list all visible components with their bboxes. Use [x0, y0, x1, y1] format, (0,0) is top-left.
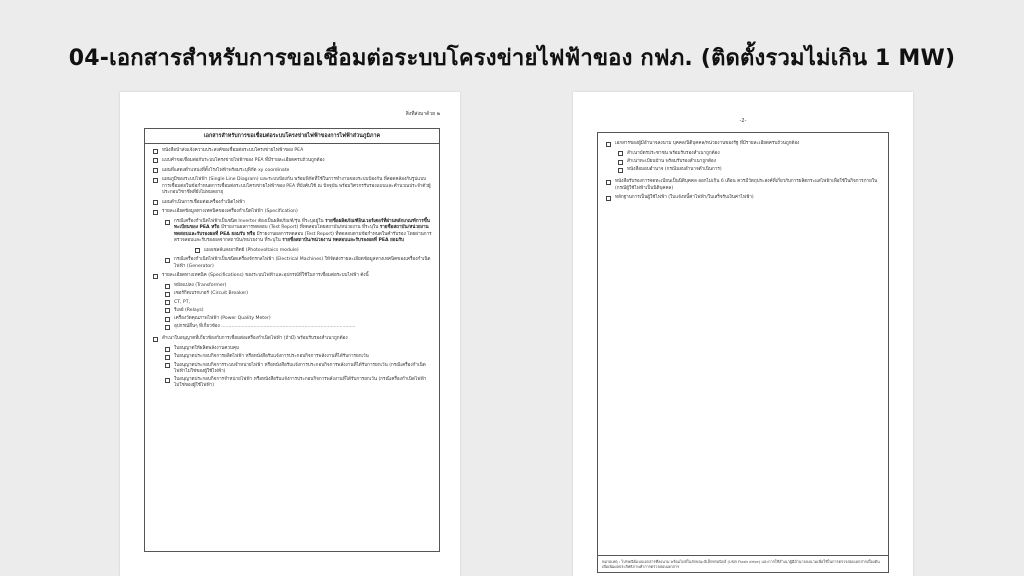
- list-item: สำเนาบัตรประชาชน พร้อมรับรองสำเนาถูกต้อง: [606, 151, 882, 157]
- inverter-link-text-3: รายชื่อสถาบัน/หน่วยงาน ทดสอบและรับรองผลที่ PEA ยอมรับ: [282, 237, 404, 243]
- list-item-equipment: รายละเอียดทางเทคนิค (Specifications) ของระบบไฟฟ้าและอุปกรณ์ที่ใช้ในการเชื่อมต่อระบบไฟฟ้า ดังนี้: [153, 273, 433, 279]
- list-item: รายละเอียดข้อมูลทางเทคนิคของเครื่องกำเนิดไฟฟ้า (Specification): [153, 209, 433, 215]
- checkbox[interactable]: [165, 292, 170, 297]
- checkbox[interactable]: [153, 168, 158, 173]
- checkbox[interactable]: [165, 347, 170, 352]
- list-item: CT, PT,: [153, 300, 433, 306]
- inverter-text: กรณีเครื่องกำเนิดไฟฟ้าเป็นชนิด Inverter ต้องเป็นผลิตภัณฑ์/รุ่น ที่ระบุอยู่ใน: [174, 219, 324, 225]
- list-item: รีเลย์ (Relays): [153, 308, 433, 314]
- list-item: แผนดำเนินการเชื่อมต่อเครื่องกำเนิดไฟฟ้า: [153, 200, 433, 206]
- checkbox[interactable]: [618, 151, 623, 156]
- checklist: [145, 144, 439, 389]
- list-item: แบบคำขอเชื่อมต่อกับระบบโครงข่ายไฟฟ้าของ PEA ที่มีรายละเอียดครบถ้วนถูกต้อง: [153, 158, 433, 164]
- list-item-pv-module: แผงเซลล์แสงอาทิตย์ (Photovoltaics module): [153, 248, 433, 254]
- checklist-frame: [144, 128, 440, 552]
- list-item: ใบอนุญาตให้ผลิตพลังงานควบคุม: [153, 346, 433, 352]
- checkbox[interactable]: [153, 337, 158, 342]
- checkbox[interactable]: [165, 258, 170, 263]
- checkbox[interactable]: [606, 196, 611, 201]
- checkbox[interactable]: [165, 363, 170, 368]
- document-page-1: [120, 92, 460, 576]
- list-item: ใบอนุญาตประกอบกิจการระบบจำหน่ายไฟฟ้า หรือหนังสือรับแจ้งการประกอบกิจการพลังงานที่ได้รับการยกเว้น (กรณีเครื่องกำเนิดไฟฟ้าไม่ใช่ของผู้ใช้ไฟฟ้า): [153, 363, 433, 375]
- checkbox[interactable]: [606, 142, 611, 147]
- list-item-electric-bill: หลักฐานการเป็นผู้ใช้ไฟฟ้า (ใบแจ้งหนี้ค่าไฟฟ้า/ใบเสร็จรับเงินค่าไฟฟ้า): [606, 195, 882, 201]
- checkbox[interactable]: [153, 178, 158, 183]
- checkbox[interactable]: [165, 325, 170, 330]
- list-item: หนังสือนำส่งแจ้งความประสงค์ขอเชื่อมต่อระบบโครงข่ายไฟฟ้าของ PEA: [153, 148, 433, 154]
- checkbox[interactable]: [165, 220, 170, 225]
- checkbox[interactable]: [606, 180, 611, 185]
- list-item-inverter: [153, 219, 433, 244]
- inverter-link-text: รายชื่อผลิตภัณฑ์อินเวอร์เตอร์ที่ผ่านหลักเกณฑ์การขึ้นทะเบียนของ PEA หรือ: [174, 219, 430, 231]
- checklist: [598, 133, 888, 202]
- annex-label: สิ่งที่ส่งมาด้วย ๒: [405, 111, 440, 117]
- list-item: สำเนาทะเบียนบ้าน พร้อมรับรองสำเนาถูกต้อง: [606, 159, 882, 165]
- checkbox[interactable]: [165, 317, 170, 322]
- checkbox[interactable]: [165, 308, 170, 313]
- checklist-heading: เอกสารสำหรับการขอเชื่อมต่อระบบโครงข่ายไฟฟ้าของการไฟฟ้าส่วนภูมิภาค: [145, 129, 439, 144]
- slide-title: 04-เอกสารสำหรับการขอเชื่อมต่อระบบโครงข่ายไฟฟ้าของ กฟภ. (ติดตั้งรวมไม่เกิน 1 MW): [68, 46, 956, 71]
- list-item: แผนที่แสดงตำแหน่งที่ตั้งโรงไฟฟ้าพร้อมระบุพิกัด xy coordinate: [153, 168, 433, 174]
- checkbox[interactable]: [153, 158, 158, 163]
- footnote: หมายเหตุ : ไปรษณีย์แบบเอกสารที่ลงนาม พร้อมไฟล์ในลักษณะอิเล็กทรอนิกส์ (USB Flash drive) และการใช้สำเนาผู้มีอำนาจลงนามเพื่อใช้ในการตรวจสอบเอกสารเบื้องต้น เพื่อเพิ่มผลประสิทธิภาพทำการตรวจสอบเอกสาร: [597, 556, 889, 573]
- checkbox[interactable]: [165, 355, 170, 360]
- list-item-machine: กรณีเครื่องกำเนิดไฟฟ้าเป็นชนิดเครื่องจักรกลไฟฟ้า (Electrical Machines) ให้จัดส่งรายละเอียดข้อมูลทางเทคนิคของเครื่องกำเนิดไฟฟ้า (Generator): [153, 257, 433, 269]
- checkbox[interactable]: [195, 248, 200, 253]
- checkbox[interactable]: [618, 168, 623, 173]
- checkbox[interactable]: [153, 149, 158, 154]
- checkbox[interactable]: [153, 274, 158, 279]
- list-item-licenses: สำเนาใบอนุญาตที่เกี่ยวข้องกับการเชื่อมต่อเครื่องกำเนิดไฟฟ้า (ถ้ามี) พร้อมรับรองสำเนาถูกต้อง: [153, 336, 433, 342]
- list-item-signatory: เอกสารของผู้มีอำนาจลงนาม บุคคล/นิติบุคคล/หน่วยงานของรัฐ ที่มีรายละเอียดครบถ้วนถูกต้อง: [606, 141, 882, 147]
- list-item: ใบอนุญาตประกอบกิจการจำหน่ายไฟฟ้า หรือหนังสือรับแจ้งการประกอบกิจการพลังงานที่ได้รับการยกเว้น (กรณีเครื่องกำเนิดไฟฟ้าไม่ใช่ของผู้ใช้ไฟฟ้า): [153, 377, 433, 389]
- list-item: แผนภูมิของระบบไฟฟ้า (Single Line Diagram) และระบบป้องกัน พร้อมพิกัดที่ใช้ในการทำงานของระบบป้องกัน ที่สอดคล้องกับรูปแบบการเชื่อมต่อในข้อกำหนดการเชื่อมต่อระบบโครงข่ายไฟฟ้าของ PEA ที่บังคับใช้ ณ ปัจจุบัน พร้อมวิศวกรรับรองแบบและคำนวณประจำตัวผู้ประกอบวิชาชีพที่ยังไม่หมดอายุ: [153, 177, 433, 196]
- list-item: เครื่องวัดคุณภาพไฟฟ้า (Power Quality Meter): [153, 316, 433, 322]
- list-item-company-cert: หนังสือรับรองการจดทะเบียนเป็นนิติบุคคล ออกไม่เกิน 6 เดือน ควรมีวัตถุประสงค์ที่เกี่ยวกับการผลิตกระแสไฟฟ้าเพื่อใช้ในกิจการภายใน (กรณีผู้ใช้ไฟฟ้าเป็นนิติบุคคล): [606, 179, 882, 191]
- inverter-link-text-2: รายชื่อสถาบัน/หน่วยงาน ทดสอบและรับรองผลที่ PEA ยอมรับ หรือ: [174, 225, 429, 237]
- checkbox[interactable]: [165, 378, 170, 383]
- page-number: -2-: [739, 118, 747, 124]
- checkbox[interactable]: [165, 300, 170, 305]
- checkbox[interactable]: [165, 284, 170, 289]
- list-item: ใบอนุญาตประกอบกิจการผลิตไฟฟ้า หรือหนังสือรับแจ้งการประกอบกิจการพลังงานที่ได้รับการยกเว้น: [153, 354, 433, 360]
- list-item: หม้อแปลง (Transformer): [153, 283, 433, 289]
- checkbox[interactable]: [153, 200, 158, 205]
- inverter-text-3: มีรายงานผลการทดสอบ (Test Report) ที่ทดสอบตามข้อกำหนดในคำรับรอง โดยผ่านการตรวจสอบและรับรองผลจากสถาบัน/หน่วยงาน ที่ระบุใน: [174, 231, 432, 243]
- list-item: หนังสือมอบอำนาจ (กรณีมอบอำนาจดำเนินการ): [606, 167, 882, 173]
- document-page-2: [573, 92, 913, 576]
- checklist-frame: [597, 132, 889, 556]
- inverter-text-2: มีรายงานผลการทดสอบ (Test Report) ที่ทดสอบโดยสถาบัน/หน่วยงาน ที่ระบุใน: [220, 225, 379, 231]
- list-item: เซอร์กิตเบรกเกอร์ (Circuit Breaker): [153, 291, 433, 297]
- list-item: อุปกรณ์อื่นๆ ที่เกี่ยวข้อง ............................................................................................: [153, 324, 433, 330]
- checkbox[interactable]: [153, 210, 158, 215]
- checkbox[interactable]: [618, 160, 623, 165]
